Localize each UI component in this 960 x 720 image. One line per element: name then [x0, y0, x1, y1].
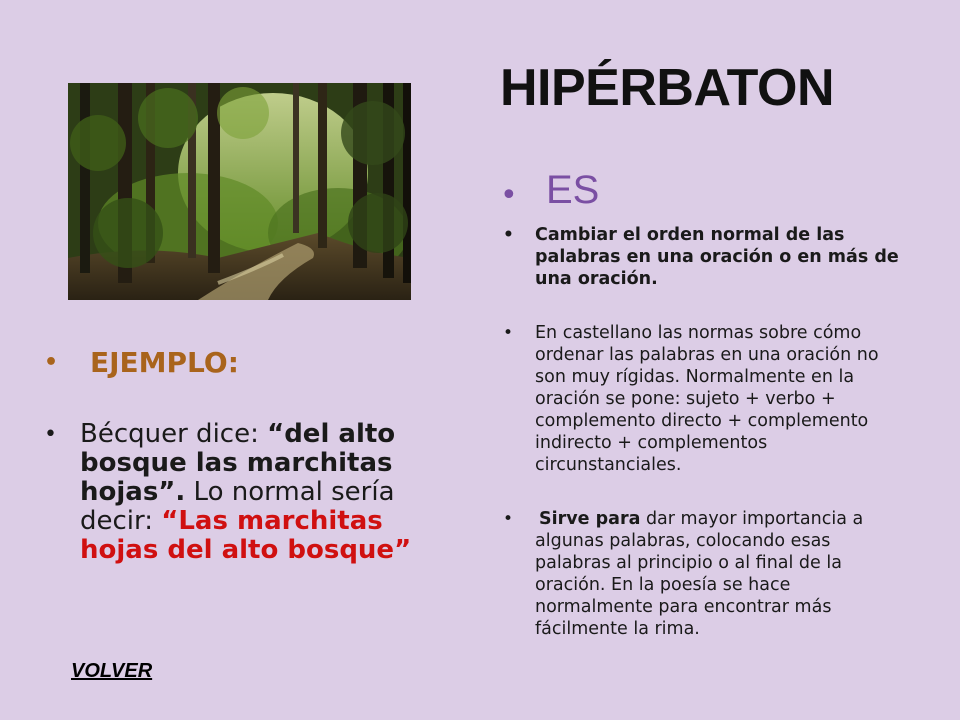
bullet-icon: • — [44, 422, 57, 447]
example-list — [44, 348, 444, 565]
list-item-definition — [500, 224, 910, 290]
example-mid: Lo normal sería decir: — [80, 477, 395, 536]
definition-list — [500, 224, 910, 640]
list-item-sirve — [500, 508, 910, 640]
list-item-example — [44, 420, 444, 565]
ejemplo-label: EJEMPLO: — [90, 346, 239, 379]
sirve-rest: dar mayor importancia a algunas palabras, colocando esas palabras al principio o al final de la oración. En la poesía se hace normalmente para encontrar más fácilmente la rima. — [535, 509, 864, 639]
sirve-lead: Sirve para — [539, 509, 641, 529]
es-label: ES — [546, 168, 600, 212]
forest-path-image — [68, 83, 411, 300]
example-quote: “del alto bosque las marchitas hojas”. — [80, 419, 396, 507]
example-intro: Bécquer dice: — [80, 419, 268, 449]
definition-text: Cambiar el orden normal de las palabras en una oración o en más de una oración. — [535, 225, 899, 289]
bullet-icon: • — [503, 509, 514, 529]
example-normal: “Las marchitas hojas del alto bosque” — [80, 506, 412, 565]
slide-title: HIPÉRBATON — [500, 59, 834, 117]
bullet-icon: • — [503, 225, 514, 245]
list-item-ejemplo — [44, 348, 444, 377]
list-item-castellano — [500, 322, 910, 476]
bullet-icon: • — [503, 323, 514, 343]
volver-link[interactable]: VOLVER — [71, 660, 153, 682]
bullet-icon: • — [44, 350, 59, 375]
bullet-icon: • — [500, 178, 518, 213]
castellano-text: En castellano las normas sobre cómo ordenar las palabras en una oración no son muy rígidas. Normalmente en la oración se pone: sujeto + verbo + complemento directo + complemento indirecto + complementos circunstanciales. — [535, 323, 879, 475]
